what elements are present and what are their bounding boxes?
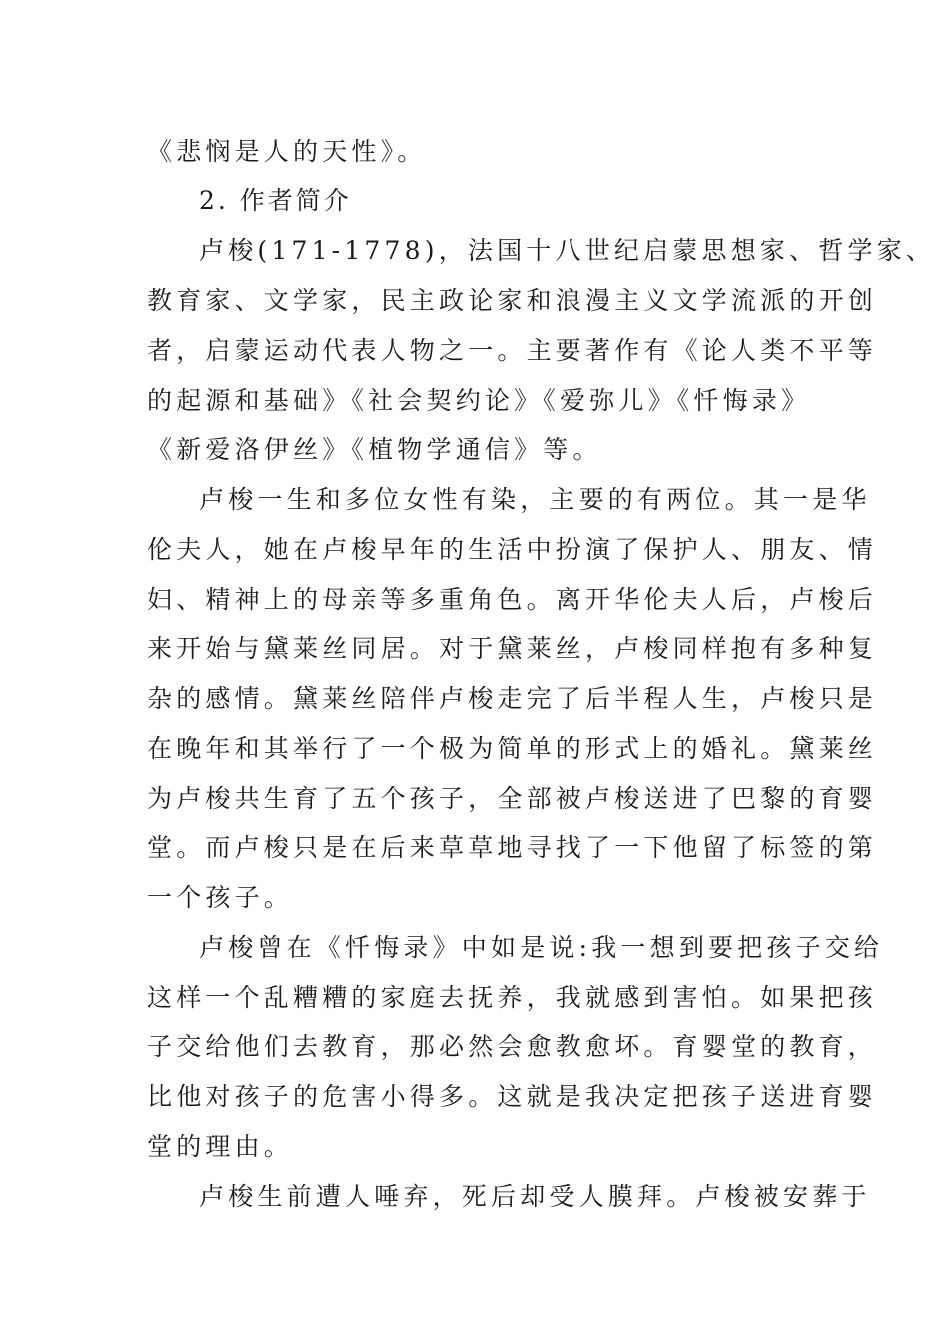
section-heading: 2. 作者简介 [199,186,352,215]
paragraph-line: 为卢梭共生育了五个孩子，全部被卢梭送进了巴黎的育婴 [147,784,878,813]
paragraph-line: 来开始与黛莱丝同居。对于黛莱丝，卢梭同样抱有多种复 [147,634,878,663]
paragraph-line: 杂的感情。黛莱丝陪伴卢梭走完了后半程人生，卢梭只是 [147,684,878,713]
paragraph-line: 一个孩子。 [147,883,294,912]
paragraph-line: 堂的理由。 [147,1132,294,1161]
paragraph-line: 比他对孩子的危害小得多。这就是我决定把孩子送进育婴 [147,1082,878,1111]
paragraph-line: 卢梭生前遭人唾弃，死后却受人膜拜。卢梭被安葬于 [199,1182,871,1211]
paragraph-line: 这样一个乱糟糟的家庭去抚养，我就感到害怕。如果把孩 [147,983,878,1012]
paragraph-line: 卢梭一生和多位女性有染，主要的有两位。其一是华 [199,485,871,514]
paragraph-line: 《新爱洛伊丝》《植物学通信》等。 [147,435,602,464]
paragraph-line: 者，启蒙运动代表人物之一。主要著作有《论人类不平等 [147,336,878,365]
paragraph-line: 卢梭(171-1778)，法国十八世纪启蒙思想家、哲学家、 [199,236,936,265]
paragraph-line: 的起源和基础》《社会契约论》《爱弥儿》《忏悔录》 [147,386,811,415]
paragraph-line: 妇、精神上的母亲等多重角色。离开华伦夫人后，卢梭后 [147,585,878,614]
paragraph-line: 在晚年和其举行了一个极为简单的形式上的婚礼。黛莱丝 [147,734,878,763]
paragraph-line: 伦夫人，她在卢梭早年的生活中扮演了保护人、朋友、情 [147,535,878,564]
paragraph-line: 教育家、文学家，民主政论家和浪漫主义文学流派的开创 [147,286,878,315]
paragraph-line: 子交给他们去教育，那必然会愈教愈坏。育婴堂的教育， [147,1032,878,1061]
paragraph-line: 卢梭曾在《忏悔录》中如是说:我一想到要把孩子交给 [199,933,884,962]
text-line: 《悲悯是人的天性》。 [147,137,427,166]
paragraph-line: 堂。而卢梭只是在后来草草地寻找了一下他留了标签的第 [147,833,878,862]
